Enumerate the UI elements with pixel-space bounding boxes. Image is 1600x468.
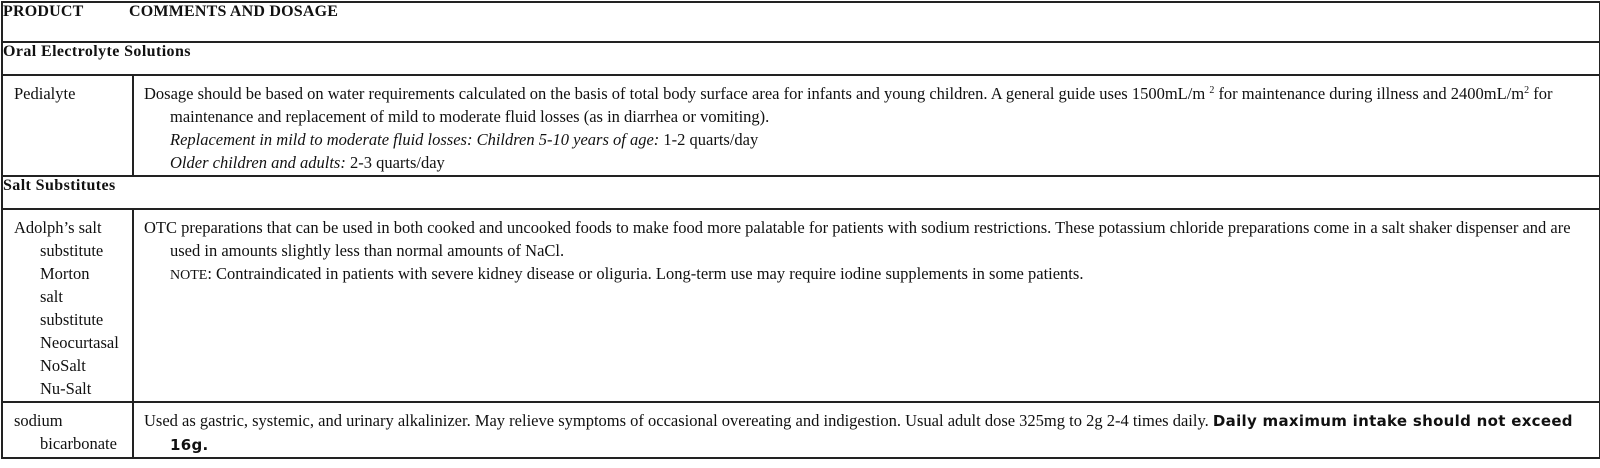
dosage-label: Older children and adults: — [170, 153, 346, 172]
comments-cell — [133, 402, 1600, 458]
product-name: Pedialyte — [14, 84, 76, 103]
note-label: NOTE — [170, 268, 208, 283]
note-line — [144, 262, 1599, 287]
note-text: : Contraindicated in patients with severe kidney disease or oliguria. Long-term use may require iodine supplements in some patients. — [207, 264, 1084, 283]
dosage-label: Replacement in mild to moderate fluid losses: Children 5-10 years of age: — [170, 130, 660, 149]
header-product: PRODUCT — [3, 3, 84, 20]
dosage-text: for maintenance during illness and 2400mL/m — [1214, 84, 1525, 103]
section-row — [2, 176, 1600, 209]
dosage-paragraph — [144, 82, 1599, 128]
product-name: substitute — [40, 241, 104, 260]
dosage-value: 2-3 quarts/day — [345, 153, 445, 172]
product-cell — [2, 209, 133, 402]
dosage-value: 1-2 quarts/day — [659, 130, 759, 149]
product-name: salt — [40, 287, 63, 306]
drug-table — [1, 1, 1600, 459]
dosage-text: for maintenance and replacement of mild to moderate fluid losses (as in diarrhea or vomiting). — [170, 84, 1553, 126]
table-header — [2, 2, 1600, 42]
comments-cell — [133, 209, 1600, 402]
product-name: Morton — [40, 264, 90, 283]
header-comments: COMMENTS AND DOSAGE — [129, 3, 339, 20]
section-row — [2, 42, 1600, 75]
table-row — [2, 209, 1600, 402]
table-row — [2, 75, 1600, 176]
table-row — [2, 402, 1600, 458]
product-cell — [2, 402, 133, 458]
product-name: Adolph’s salt — [14, 218, 102, 237]
product-name: bicarbonate — [40, 434, 117, 453]
section-title-salt-substitutes: Salt Substitutes — [2, 176, 1600, 209]
superscript: 2 — [1524, 85, 1530, 96]
product-name: NoSalt — [40, 356, 86, 375]
dosage-text: Dosage should be based on water requirements calculated on the basis of total body surface area for infants and young children. A general guide uses 1500mL/m — [144, 84, 1206, 103]
product-name: Neocurtasal — [40, 333, 119, 352]
comments-paragraph — [144, 409, 1599, 457]
section-title-oral-electrolyte: Oral Electrolyte Solutions — [2, 42, 1600, 75]
product-name: Nu-Salt — [40, 379, 92, 398]
comments-paragraph: OTC preparations that can be used in both cooked and uncooked foods to make food more palatable for patients with sodium restrictions. These potassium chloride preparations come in a salt shaker dispenser and are used in amounts slightly less than normal amounts of NaCl. — [144, 218, 1571, 260]
dosage-line — [144, 128, 1599, 151]
comments-text: Used as gastric, systemic, and urinary alkalinizer. May relieve symptoms of occasional overeating and indigestion. Usual adult dose 325mg to 2g 2-4 times daily. — [144, 411, 1213, 430]
comments-cell — [133, 75, 1600, 176]
warning-text: Daily maximum intake should not exceed 16g. — [170, 412, 1573, 454]
superscript: 2 — [1209, 85, 1215, 96]
product-cell — [2, 75, 133, 176]
table-header-row — [2, 2, 1600, 42]
product-name: sodium — [14, 411, 63, 430]
dosage-line — [144, 151, 1599, 174]
product-name: substitute — [40, 310, 104, 329]
